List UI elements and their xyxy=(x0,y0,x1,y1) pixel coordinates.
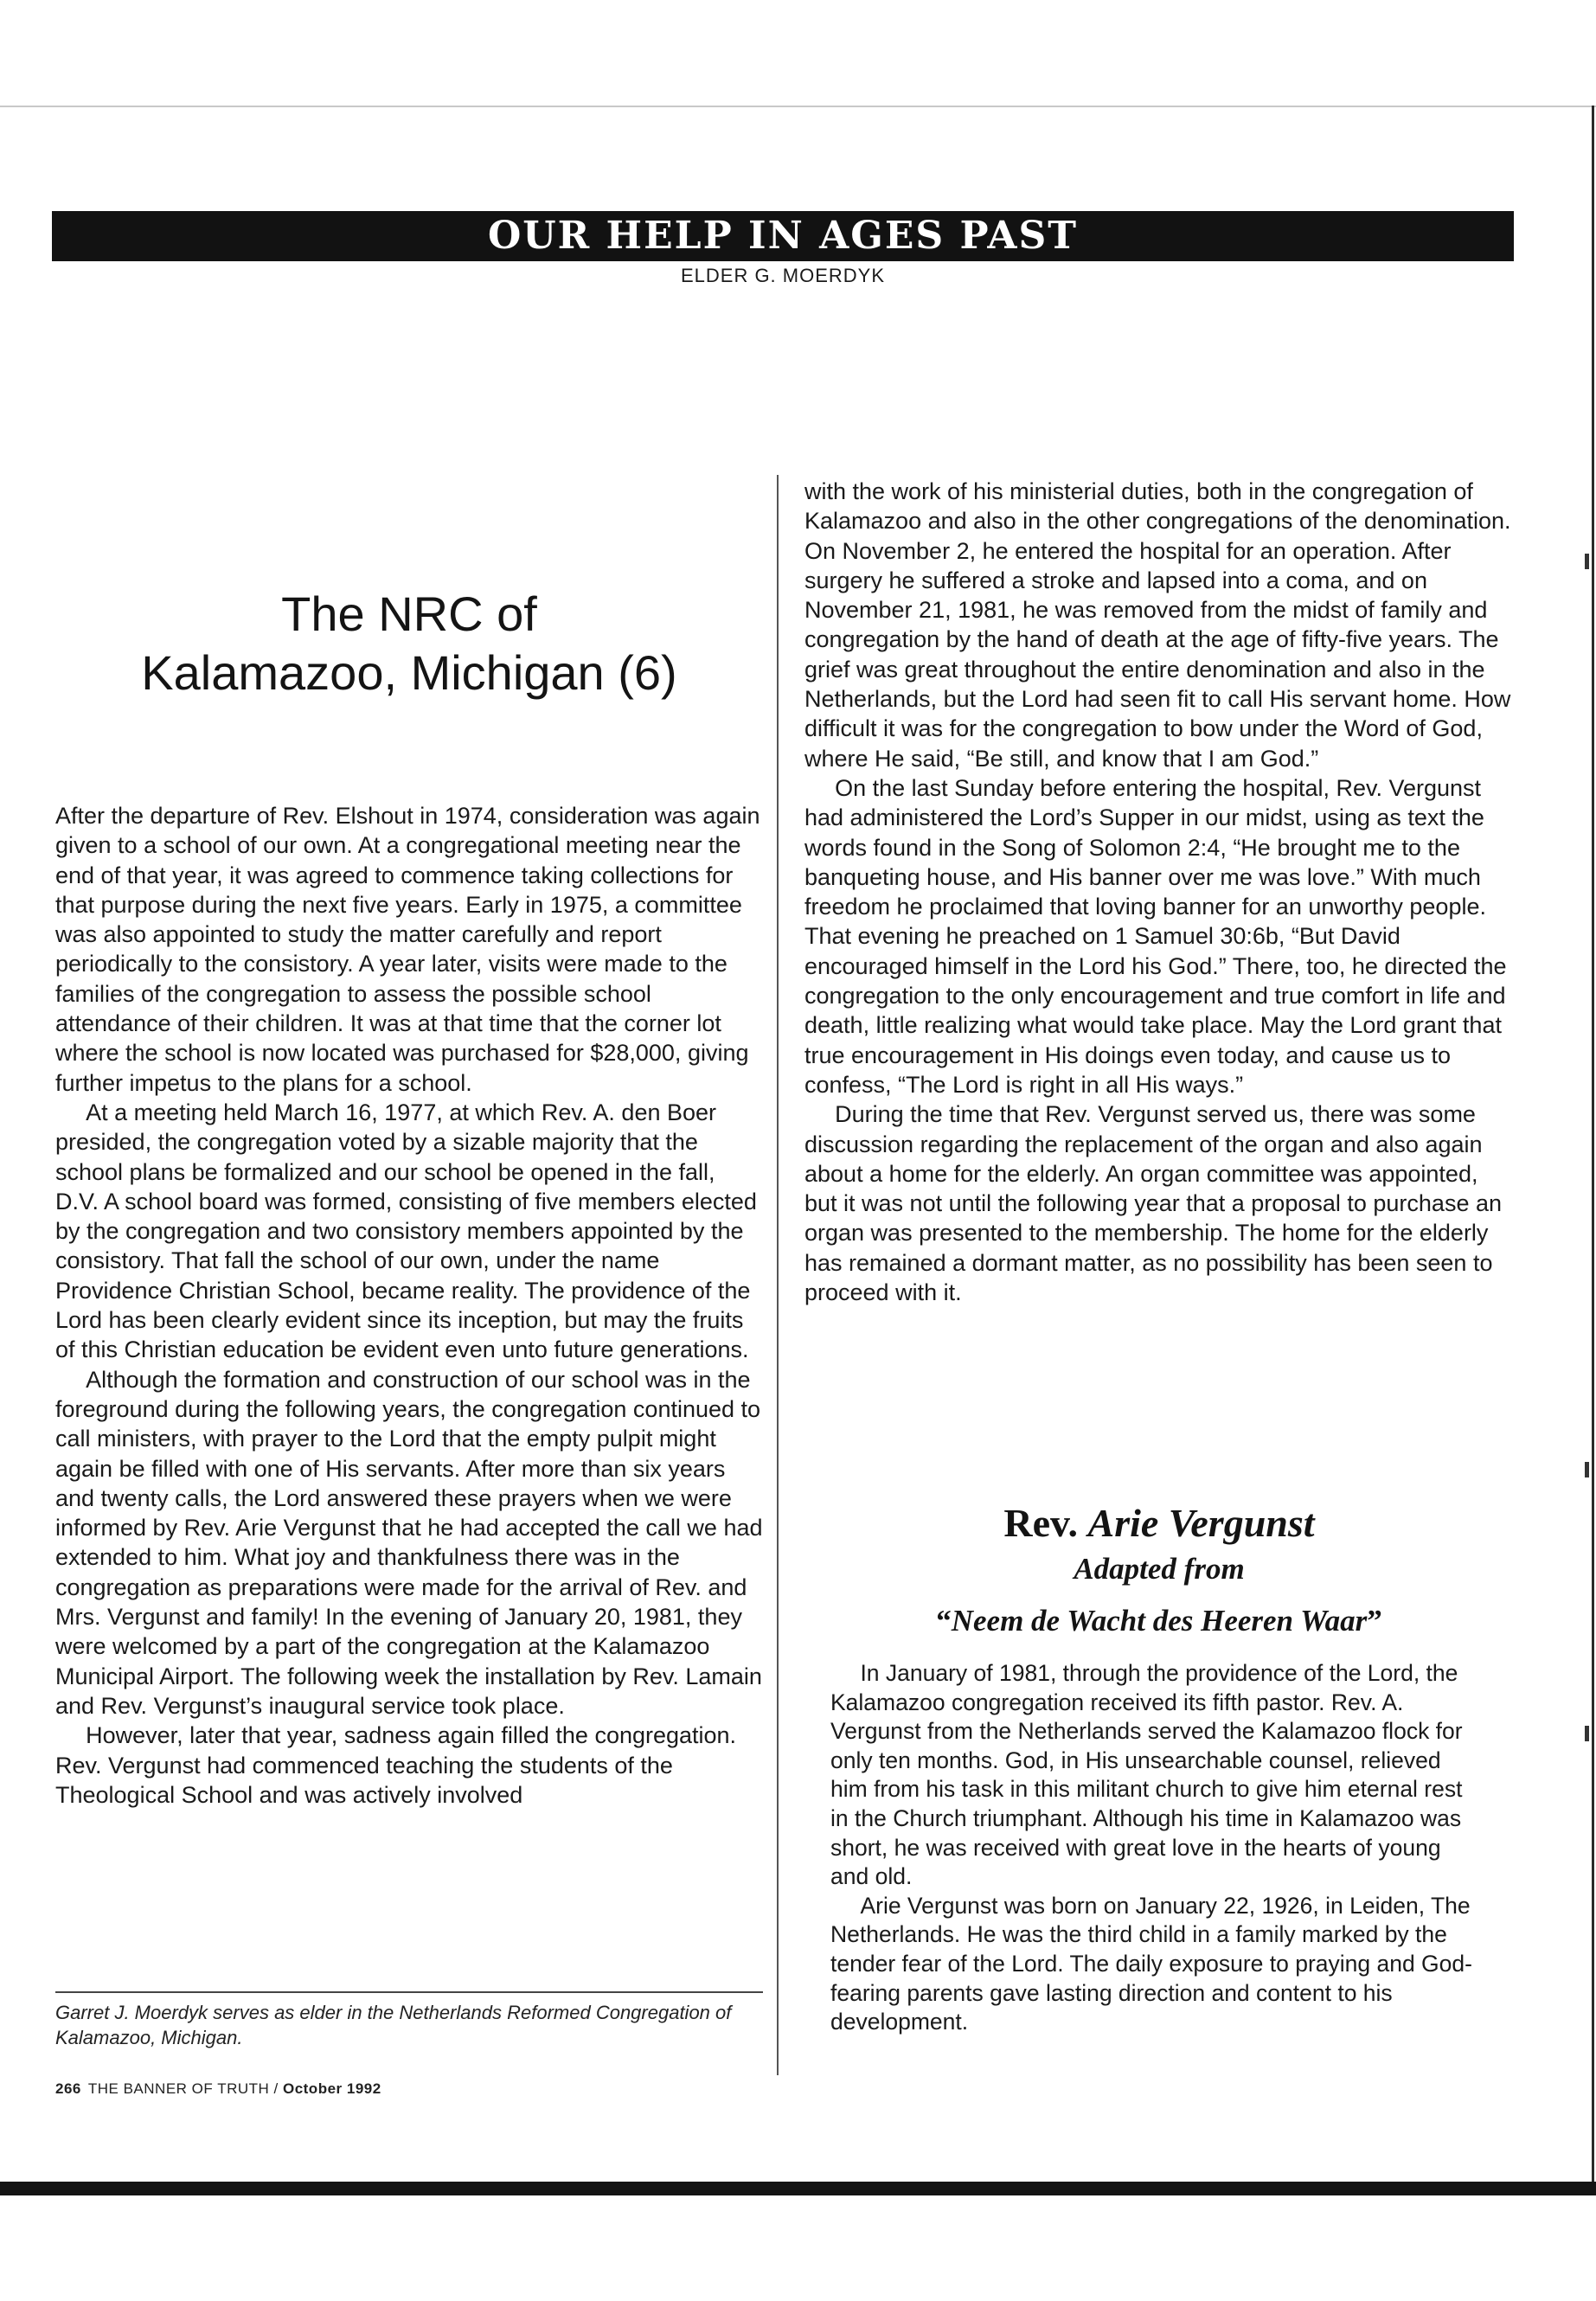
paragraph: At a meeting held March 16, 1977, at which Rev. A. den Boer presided, the congregation voted by a sizable majority that the school plans be formalized and our school be opened in the fall, D.V. A school board was formed, consisting of five members elected by the congregation and two consistory members appointed by the consistory. That fall the school of our own, under the name Providence Christian School, became reality. The providence of the Lord has been clearly evident since its inception, but may the fruits of this Christian education be evident even unto future generations. xyxy=(55,1099,757,1363)
footnote-rule xyxy=(55,1991,763,1993)
edge-mark xyxy=(1585,554,1589,569)
sidebar-title xyxy=(804,1500,1514,1547)
sidebar-adapted-line: Adapted from xyxy=(1074,1552,1245,1586)
sidebar-source-title xyxy=(804,1602,1514,1640)
paragraph: In January of 1981, through the providence of the Lord, the Kalamazoo congregation received its fifth pastor. Rev. A. Vergunst from the Netherlands served the Kalamazoo flock for only ten months. God, in His unsearchable counsel, relieved him from his task in this militant church to give him eternal rest in the Church triumphant. Although his time in Kalamazoo was short, he was received with great love in the hearts of young and old. xyxy=(830,1660,1463,1890)
right-column xyxy=(804,477,1514,1307)
page-right-edge xyxy=(1592,106,1594,2186)
paragraph: On the last Sunday before entering the hospital, Rev. Vergunst had administered the Lord’s Supper in our midst, using as text the words found in the Song of Solomon 2:4, “He brought me to the banqueting house, and His banner over me was love.” With much freedom he proclaimed that loving banner for an unworthy people. That evening he preached on 1 Samuel 30:6b, “But David encouraged himself in the Lord his God.” There, too, he directed the congregation to the only encouragement and true comfort in life and death, little realizing what would take place. May the Lord grant that true encouragement in His doings even today, and cause us to confess, “The Lord is right in all His ways.” xyxy=(804,774,1507,1098)
author-byline: ELDER G. MOERDYK xyxy=(680,265,886,286)
banner-title: OUR HELP IN AGES PAST xyxy=(487,214,1079,258)
left-column xyxy=(55,801,763,1810)
quote-open: “ xyxy=(936,1604,952,1638)
sidebar-title-name: Arie Vergunst xyxy=(1087,1501,1315,1545)
source-title-text: Neem de Wacht des Heeren Waar xyxy=(951,1604,1368,1638)
publication-name: THE BANNER OF TRUTH / xyxy=(87,2080,283,2097)
paragraph: Arie Vergunst was born on January 22, 1926, in Leiden, The Netherlands. He was the third child in a family marked by the tender fear of the Lord. The daily exposure to praying and God-fearing parents gave lasting direction and content to his development. xyxy=(830,1892,1472,2035)
paragraph: However, later that year, sadness again filled the congregation. Rev. Vergunst had commenced teaching the students of the Theological School and was actively involved xyxy=(55,1722,737,1808)
article-title-line: The NRC of xyxy=(281,586,537,641)
paragraph: During the time that Rev. Vergunst served us, there was some discussion regarding the replacement of the organ and also again about a home for the elderly. An organ committee was appointed, but it was not until the following year that a proposal to purchase an organ was presented to the membership. The home for the elderly has remained a dormant matter, as no possibility has been seen to proceed with it. xyxy=(804,1101,1502,1306)
edge-mark xyxy=(1585,1726,1589,1741)
page-number: 266 xyxy=(55,2080,81,2097)
page-folio xyxy=(55,2080,381,2098)
author-footnote: Garret J. Moerdyk serves as elder in the Netherlands Reformed Congregation of Kalamazoo, Michigan. xyxy=(55,2002,732,2048)
column-divider xyxy=(777,475,779,2075)
paragraph: Although the formation and construction of our school was in the foreground during the following years, the congregation continued to call ministers, with prayer to the Lord that the empty pulpit might again be filled with one of His servants. After more than six years and twenty calls, the Lord answered these prayers when we were informed by Rev. Arie Vergunst that he had accepted the call we had extended to him. What joy and thankfulness there was in the congregation as preparations were made for the arrival of Rev. and Mrs. Vergunst and family! In the evening of January 20, 1981, they were welcomed by a part of the congregation at the Kalamazoo Municipal Airport. The following week the installation by Rev. Lamain and Rev. Vergunst’s inaugural service took place. xyxy=(55,1366,763,1719)
issue-date: October 1992 xyxy=(282,2080,381,2097)
paragraph: After the departure of Rev. Elshout in 1974, consideration was again given to a school of our own. At a congregational meeting near the end of that year, it was agreed to commence taking collections for that purpose during the next five years. Early in 1975, a committee was also appointed to study the matter carefully and report periodically to the consistory. A year later, visits were made to the families of the congregation to assess the possible school attendance of their children. It was at that time that the corner lot where the school is now located was purchased for $28,000, giving further impetus to the plans for a school. xyxy=(55,803,760,1096)
article-title xyxy=(55,585,763,702)
article-title-line: Kalamazoo, Michigan (6) xyxy=(141,645,677,700)
section-banner xyxy=(52,211,1514,261)
edge-mark xyxy=(1585,1462,1589,1477)
page-top-edge xyxy=(0,106,1596,107)
sidebar-title-prefix: Rev. xyxy=(1003,1501,1088,1545)
page-bottom-band xyxy=(0,2182,1596,2195)
sidebar-body xyxy=(830,1659,1472,2037)
quote-close: ” xyxy=(1367,1604,1382,1638)
paragraph: with the work of his ministerial duties, both in the congregation of Kalamazoo and also in the other congregations of the denomination. On November 2, he entered the hospital for an operation. After surgery he suffered a stroke and lapsed into a coma, and on November 21, 1981, he was removed from the midst of family and congregation by the hand of death at the age of fifty-five years. The grief was great throughout the entire denomination and also in the Netherlands, but the Lord had seen fit to call His servant home. How difficult it was for the congregation to bow under the Word of God, where He said, “Be still, and know that I am God.” xyxy=(804,478,1511,772)
